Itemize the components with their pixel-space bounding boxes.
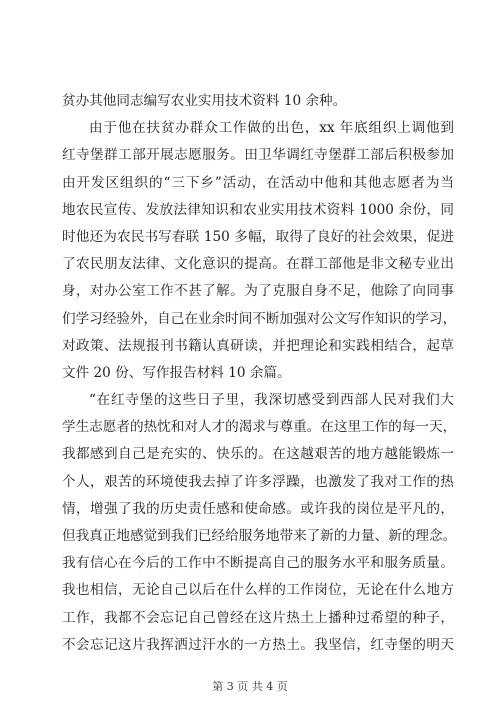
page-footer: 第 3 页 共 4 页 <box>212 680 288 693</box>
text-line: 我都感到自己是充实的、快乐的。在这越艰苦的地方越能锻炼一 <box>62 446 454 463</box>
text-line: 学生志愿者的热忱和对人才的渴求与尊重。在这里工作的每一天， <box>62 419 457 436</box>
text-line: 我也相信，无论自己以后在什么样的工作岗位，无论在什么地方 <box>62 582 454 599</box>
text-line: 由开发区组织的“三下乡”活动，在活动中他和其他志愿者为当 <box>62 174 454 191</box>
text-line: 时他还为农民书写春联 150 多幅，取得了良好的社会效果，促进 <box>62 228 454 245</box>
text-line: 情，增强了我的历史责任感和使命感。或许我的岗位是平凡的， <box>62 500 454 517</box>
text-line: 文件 20 份、写作报告材料 10 余篇。 <box>62 364 291 381</box>
text-line: 地农民宣传、发放法律知识和农业实用技术资料 1000 余份，同 <box>62 201 454 218</box>
text-line: 我有信心在今后的工作中不断提高自己的服务水平和服务质量。 <box>62 555 454 572</box>
text-line: 了农民朋友法律、文化意识的提高。在群工部他是非文秘专业出 <box>62 256 454 273</box>
paragraph <box>62 115 457 387</box>
document-body <box>62 88 457 659</box>
text-line: 身，对办公室工作不甚了解。为了克服自身不足，他除了向同事 <box>62 283 454 300</box>
text-line: 但我真正地感觉到我们已经给服务地带来了新的力量、新的理念。 <box>62 528 457 544</box>
text-line: 工作，我都不会忘记自己曾经在这片热土上播种过希望的种子， <box>62 609 454 626</box>
paragraph <box>62 88 454 115</box>
paragraph <box>62 387 457 659</box>
text-line: 对政策、法规报刊书籍认真研读，并把理论和实践相结合，起草 <box>62 337 454 354</box>
text-line: 们学习经验外，自己在业余时间不断加强对公文写作知识的学习， <box>62 310 457 327</box>
text-line: “在红寺堡的这些日子里，我深切感受到西部人民对我们大 <box>89 392 454 409</box>
text-line: 由于他在扶贫办群众工作做的出色，xx 年底组织上调他到 <box>89 120 454 137</box>
text-line: 个人，艰苦的环境使我去掉了许多浮躁，也激发了我对工作的热 <box>62 473 454 490</box>
text-line: 贫办其他同志编写农业实用技术资料 10 余种。 <box>62 93 347 109</box>
text-line: 红寺堡群工部开展志愿服务。田卫华调红寺堡群工部后积极参加 <box>62 147 454 164</box>
text-line: 不会忘记这片我挥洒过汗水的一方热土。我坚信，红寺堡的明天 <box>62 636 454 653</box>
